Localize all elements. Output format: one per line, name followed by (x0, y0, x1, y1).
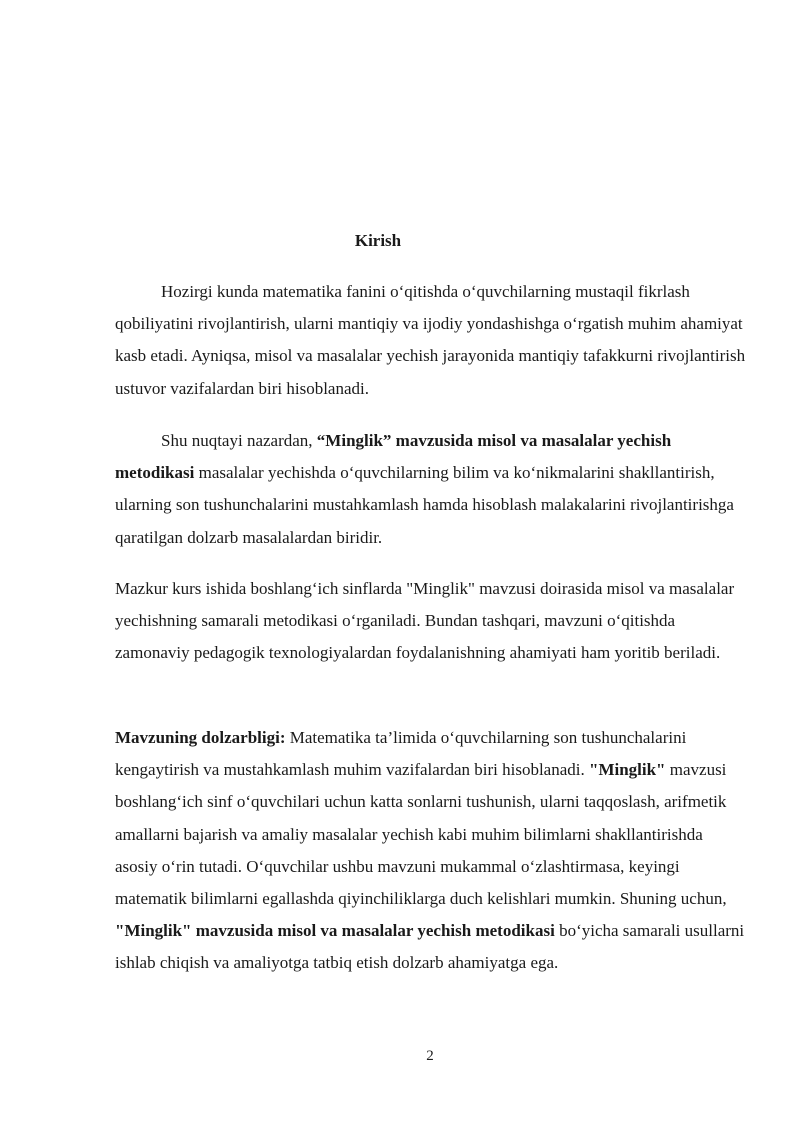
relevance-text-1: Matematika ta’limida o‘quvchilarning son tushunchalarini kengaytirish va mustahkamlash muhim vazifalardan biri hisoblanadi. (115, 728, 687, 780)
section-heading: Kirish (354, 231, 402, 250)
page-number: 2 (426, 1048, 434, 1064)
paragraph-viewpoint-bold: “Minglik” mavzusida misol va masalalar yechish metodikasi (115, 431, 672, 483)
paragraph-relevance (115, 722, 747, 980)
paragraph-viewpoint (115, 425, 747, 554)
paragraph-intro: Hozirgi kunda matematika fanini o‘qitishda o‘quvchilarning mustaqil fikrlash qobiliyatini rivojlantirish, ularni mantiqiy va ijodiy yondashishga o‘rgatish muhim ahamiyat kasb etadi. Ayniqsa, misol va masalalar yechish jarayonida mantiqiy tafakkurni rivojlantirish ustuvor vazifalardan biri hisoblanadi. (115, 282, 746, 398)
relevance-text-3: bo‘yicha samarali usullarni ishlab chiqish va amaliyotga tatbiq etish dolzarb ahamiyatga ega. (115, 921, 745, 973)
paragraph-viewpoint-intro: Shu nuqtayi nazardan, (161, 431, 317, 450)
relevance-text-2: mavzusi boshlang‘ich sinf o‘quvchilari uchun katta sonlarni tushunish, ularni taqqoslash, arifmetik amallarni bajarish va amaliy masalalar yechish kabi muhim bilimlarni shakllantirishda asosiy o‘rin tutadi. O‘quvchilar ushbu mavzuni mukammal o‘zlashtirmasa, keyingi matematik bilimlarni egallashda qiyinchiliklarga duch kelishlari mumkin. Shuning uchun, (115, 760, 727, 909)
relevance-label: Mavzuning dolzarbligi: (115, 728, 286, 747)
relevance-bold-2: "Minglik" mavzusida misol va masalalar yechish metodikasi (115, 921, 555, 941)
paragraph-viewpoint-rest: masalalar yechishda o‘quvchilarning bilim va ko‘nikmalarini shakllantirish, ularning son tushunchalarini mustahkamlash hamda hisoblash malakalarini rivojlantirishga qaratilgan dolzarb masalalardan biridir. (115, 463, 734, 547)
relevance-bold-1: "Minglik" (589, 760, 666, 780)
paragraph-course-work: Mazkur kurs ishida boshlang‘ich sinflarda "Minglik" mavzusi doirasida misol va masalalar yechishning samarali metodikasi o‘rganiladi. Bundan tashqari, mavzuni o‘qitishda zamonaviy pedagogik texnologiyalardan foydalanishning ahamiyati ham yoritib beriladi. (115, 579, 735, 663)
